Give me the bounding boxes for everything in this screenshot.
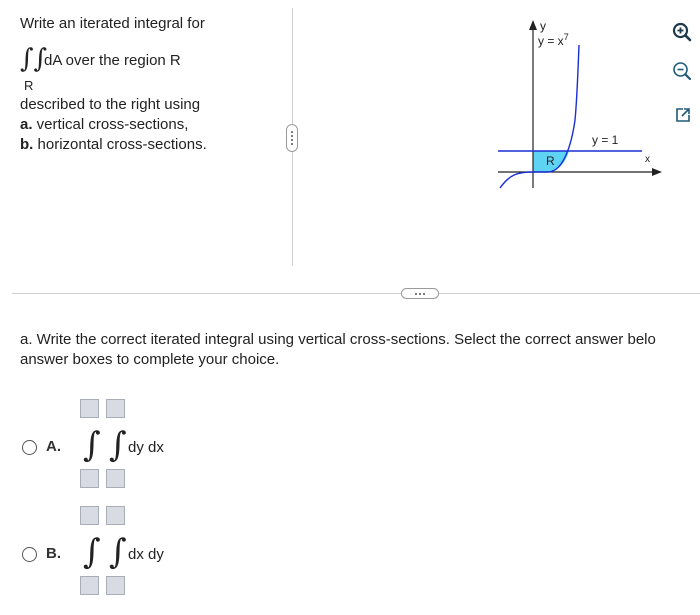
option-a-inner-lower-box[interactable] (106, 469, 125, 488)
x-axis-arrow (652, 168, 662, 176)
region-subscript: R (24, 78, 34, 93)
problem-item-a (20, 115, 188, 135)
option-a-differentials: dy dx (128, 439, 164, 456)
region-graph (490, 10, 670, 190)
curve-label-exponent: 7 (563, 32, 569, 42)
item-b-text: horizontal cross-sections. (33, 136, 207, 153)
region-label: R (546, 154, 555, 168)
double-integral-symbol: ∫∫ (20, 44, 48, 74)
option-b-outer-upper-box[interactable] (80, 506, 99, 525)
option-b-outer-lower-box[interactable] (80, 576, 99, 595)
option-a-radio[interactable] (22, 440, 37, 455)
option-a-outer-integral: ∫ (83, 425, 101, 465)
line-label: y = 1 (592, 133, 619, 147)
problem-line1: Write an iterated integral for (20, 15, 205, 32)
question-line2: answer boxes to complete your choice. (20, 351, 280, 368)
curve-label (538, 32, 569, 48)
item-a-text: vertical cross-sections, (32, 116, 189, 133)
option-b-inner-upper-box[interactable] (106, 506, 125, 525)
option-a-letter: A. (46, 438, 61, 455)
x-axis-label: x (645, 154, 650, 165)
y-axis-label: y (540, 19, 546, 33)
problem-line3: described to the right using (20, 96, 201, 113)
zoom-out-button[interactable] (671, 60, 693, 82)
item-a-label: a. (20, 116, 33, 133)
problem-item-b (20, 135, 207, 155)
option-a-outer-lower-box[interactable] (80, 469, 99, 488)
option-b-radio[interactable] (22, 547, 37, 562)
option-a[interactable] (20, 396, 220, 488)
option-b-differentials: dx dy (128, 546, 164, 563)
option-b-letter: B. (46, 545, 61, 562)
item-b-label: b. (20, 136, 34, 153)
zoom-in-button[interactable] (671, 21, 693, 43)
zoom-out-icon (672, 61, 692, 81)
horizontal-divider (12, 293, 700, 294)
horizontal-resize-handle[interactable] (401, 288, 439, 299)
option-b-inner-lower-box[interactable] (106, 576, 125, 595)
option-a-outer-upper-box[interactable] (80, 399, 99, 418)
question-line1: a. Write the correct iterated integral using vertical cross-sections. Select the correct answer belo (20, 331, 656, 348)
zoom-in-icon (672, 22, 692, 42)
popout-icon (674, 106, 692, 124)
option-b[interactable] (20, 503, 220, 595)
option-b-outer-integral: ∫ (83, 532, 101, 572)
option-b-inner-integral: ∫ (109, 532, 127, 572)
option-a-inner-upper-box[interactable] (106, 399, 125, 418)
vertical-resize-handle[interactable] (286, 124, 298, 152)
curve-label-base: y = x (538, 34, 564, 48)
integrand-text: dA over the region R (44, 52, 181, 69)
y-axis-arrow (529, 20, 537, 30)
option-a-inner-integral: ∫ (109, 425, 127, 465)
popout-button[interactable] (672, 104, 694, 126)
